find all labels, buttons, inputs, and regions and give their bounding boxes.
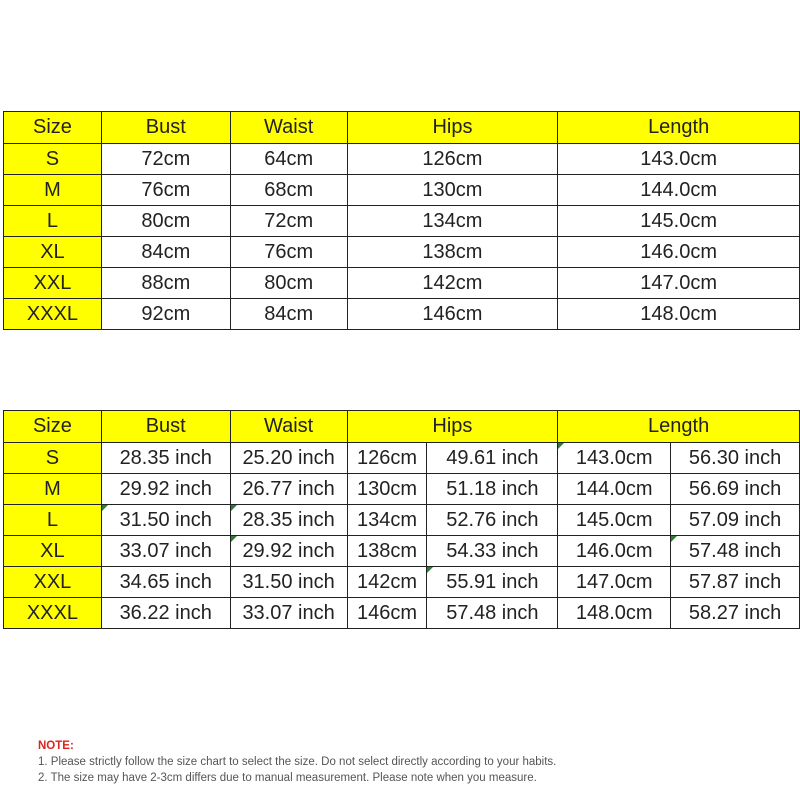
hips-cell: 146cm <box>347 299 558 330</box>
waist-cell: 76cm <box>230 237 347 268</box>
length-cm-cell: 148.0cm <box>558 598 671 629</box>
length-inch-cell: 56.30 inch <box>671 443 800 474</box>
length-cm-cell: 144.0cm <box>558 474 671 505</box>
bust-inch-cell: 31.50 inch <box>101 505 230 536</box>
table-row <box>4 299 800 330</box>
hips-cm-cell: 130cm <box>347 474 427 505</box>
length-inch-cell: 58.27 inch <box>671 598 800 629</box>
header-length: Length <box>558 112 800 144</box>
header-waist: Waist <box>230 411 347 443</box>
hips-cm-cell: 138cm <box>347 536 427 567</box>
table-header-row <box>4 112 800 144</box>
hips-cell: 142cm <box>347 268 558 299</box>
size-notes <box>38 738 556 786</box>
length-inch-cell: 56.69 inch <box>671 474 800 505</box>
header-waist: Waist <box>230 112 347 144</box>
header-length: Length <box>558 411 800 443</box>
length-cell: 147.0cm <box>558 268 800 299</box>
hips-cm-cell: 126cm <box>347 443 427 474</box>
table-row <box>4 505 800 536</box>
waist-inch-cell: 29.92 inch <box>230 536 347 567</box>
waist-inch-cell: 31.50 inch <box>230 567 347 598</box>
waist-cell: 64cm <box>230 144 347 175</box>
hips-cm-cell: 134cm <box>347 505 427 536</box>
length-cell: 143.0cm <box>558 144 800 175</box>
waist-inch-cell: 33.07 inch <box>230 598 347 629</box>
bust-inch-cell: 36.22 inch <box>101 598 230 629</box>
length-inch-cell: 57.48 inch <box>671 536 800 567</box>
note-line-1: 1. Please strictly follow the size chart to select the size. Do not select directly according to your habits. <box>38 756 557 768</box>
table-row <box>4 175 800 206</box>
length-cm-cell: 147.0cm <box>558 567 671 598</box>
table-row <box>4 237 800 268</box>
bust-cell: 84cm <box>101 237 230 268</box>
hips-inch-cell: 51.18 inch <box>427 474 558 505</box>
bust-inch-cell: 29.92 inch <box>101 474 230 505</box>
bust-cell: 72cm <box>101 144 230 175</box>
size-cell: XL <box>4 237 102 268</box>
header-size: Size <box>4 112 102 144</box>
waist-inch-cell: 25.20 inch <box>230 443 347 474</box>
bust-inch-cell: 34.65 inch <box>101 567 230 598</box>
note-line-2: 2. The size may have 2-3cm differs due to manual measurement. Please note when you measure. <box>38 772 537 784</box>
size-cell: M <box>4 175 102 206</box>
waist-cell: 72cm <box>230 206 347 237</box>
size-cell: L <box>4 505 102 536</box>
hips-inch-cell: 49.61 inch <box>427 443 558 474</box>
size-cell: XXXL <box>4 598 102 629</box>
header-bust: Bust <box>101 112 230 144</box>
hips-inch-cell: 54.33 inch <box>427 536 558 567</box>
table-row <box>4 474 800 505</box>
bust-cell: 92cm <box>101 299 230 330</box>
hips-cell: 134cm <box>347 206 558 237</box>
hips-inch-cell: 55.91 inch <box>427 567 558 598</box>
length-cm-cell: 143.0cm <box>558 443 671 474</box>
table-row <box>4 443 800 474</box>
hips-inch-cell: 57.48 inch <box>427 598 558 629</box>
length-inch-cell: 57.09 inch <box>671 505 800 536</box>
size-cell: XXXL <box>4 299 102 330</box>
size-table-cm <box>3 111 800 330</box>
size-table-inch <box>3 410 800 629</box>
waist-cell: 84cm <box>230 299 347 330</box>
table-header-row <box>4 411 800 443</box>
hips-cell: 126cm <box>347 144 558 175</box>
hips-inch-cell: 52.76 inch <box>427 505 558 536</box>
header-bust: Bust <box>101 411 230 443</box>
length-cm-cell: 145.0cm <box>558 505 671 536</box>
header-hips: Hips <box>347 411 558 443</box>
size-cell: M <box>4 474 102 505</box>
table-row <box>4 206 800 237</box>
note-title: NOTE: <box>38 740 74 752</box>
bust-cell: 80cm <box>101 206 230 237</box>
waist-inch-cell: 28.35 inch <box>230 505 347 536</box>
size-cell: S <box>4 144 102 175</box>
hips-cell: 130cm <box>347 175 558 206</box>
waist-inch-cell: 26.77 inch <box>230 474 347 505</box>
table-row <box>4 144 800 175</box>
hips-cm-cell: 146cm <box>347 598 427 629</box>
size-cell: L <box>4 206 102 237</box>
table-row <box>4 536 800 567</box>
size-cell: S <box>4 443 102 474</box>
waist-cell: 68cm <box>230 175 347 206</box>
bust-inch-cell: 28.35 inch <box>101 443 230 474</box>
length-inch-cell: 57.87 inch <box>671 567 800 598</box>
table-row <box>4 598 800 629</box>
size-cell: XXL <box>4 268 102 299</box>
bust-inch-cell: 33.07 inch <box>101 536 230 567</box>
length-cell: 145.0cm <box>558 206 800 237</box>
hips-cm-cell: 142cm <box>347 567 427 598</box>
header-hips: Hips <box>347 112 558 144</box>
bust-cell: 88cm <box>101 268 230 299</box>
hips-cell: 138cm <box>347 237 558 268</box>
table-row <box>4 567 800 598</box>
length-cell: 146.0cm <box>558 237 800 268</box>
length-cell: 148.0cm <box>558 299 800 330</box>
size-cell: XXL <box>4 567 102 598</box>
size-cell: XL <box>4 536 102 567</box>
header-size: Size <box>4 411 102 443</box>
bust-cell: 76cm <box>101 175 230 206</box>
length-cm-cell: 146.0cm <box>558 536 671 567</box>
table-row <box>4 268 800 299</box>
waist-cell: 80cm <box>230 268 347 299</box>
length-cell: 144.0cm <box>558 175 800 206</box>
